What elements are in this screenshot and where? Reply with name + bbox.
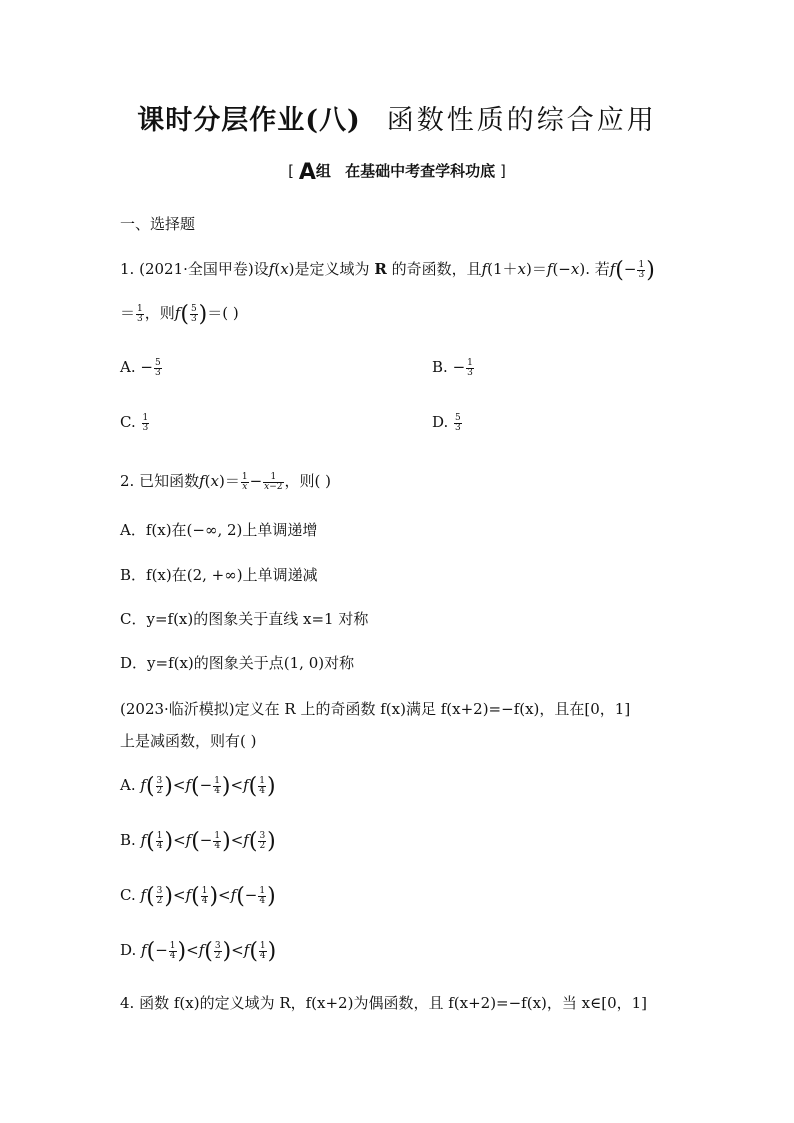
group-badge: A [298,160,316,185]
q3-option-a[interactable]: A. f( $\frac{3}{2}$ )<f(− $\frac{1}{4}$ )<f( $\frac{1}{4}$ ) [120,774,276,799]
title-left: 课时分层作业(八) [137,105,361,136]
section-heading: 一、选择题 [120,215,196,233]
q2-option-d[interactable]: D．y=f(x)的图象关于点(1, 0)对称 [120,654,355,672]
group-heading [0,160,794,185]
q2-stem: 2. 已知函数f(x)＝ $\frac{1}{x}$ − $\frac{1}{x-2}$ ，则( ) [120,471,332,492]
q1-option-b[interactable]: B. − $\frac{1}{3}$ [432,357,473,378]
q3-line1: (2023·临沂模拟)定义在 R 上的奇函数 f(x)满足 f(x+2)=−f(x)，且在[0，1] [120,700,631,718]
q1-line1: 1. (2021·全国甲卷)设f(x)是定义域为 R 的奇函数，且f(1＋x)＝f(−x). 若f(− $\frac{1}{3}$ ) [120,258,655,283]
q4-line1: 4. 函数 f(x)的定义域为 R，f(x+2)为偶函数，且 f(x+2)=−f(x)，当 x∈[0，1] [120,994,648,1012]
q2-option-b[interactable]: B．f(x)在(2, +∞)上单调递减 [120,566,318,584]
group-label: 组 [315,162,331,180]
q3-line2: 上是减函数，则有( ) [120,732,257,750]
q3-option-c[interactable]: C. f( $\frac{3}{2}$ )<f( $\frac{1}{4}$ )<f(− $\frac{1}{4}$ ) [120,884,276,909]
q1-option-c[interactable]: C. $\frac{1}{3}$ [120,412,149,433]
q1-option-a[interactable]: A. − $\frac{5}{3}$ [120,357,161,378]
q1-option-d[interactable]: D. $\frac{5}{3}$ [432,412,461,433]
title-right: 函数性质的综合应用 [386,105,657,136]
bracket-close: ] [499,162,506,180]
q3-option-b[interactable]: B. f( $\frac{1}{4}$ )<f(− $\frac{1}{4}$ )<f( $\frac{3}{2}$ ) [120,829,276,854]
q2-option-a[interactable]: A．f(x)在(−∞, 2)上单调递增 [120,521,318,539]
q1-line2: ＝ $\frac{1}{3}$ ，则f( $\frac{5}{3}$ )＝( ) [120,302,239,327]
page-title [0,98,794,137]
q3-option-d[interactable]: D. f(− $\frac{1}{4}$ )<f( $\frac{3}{2}$ )<f( $\frac{1}{4}$ ) [120,939,277,964]
bracket-open: [ [288,162,295,180]
group-subtitle: 在基础中考查学科功底 [345,162,496,180]
q2-option-c[interactable]: C．y=f(x)的图象关于直线 x=1 对称 [120,610,369,628]
